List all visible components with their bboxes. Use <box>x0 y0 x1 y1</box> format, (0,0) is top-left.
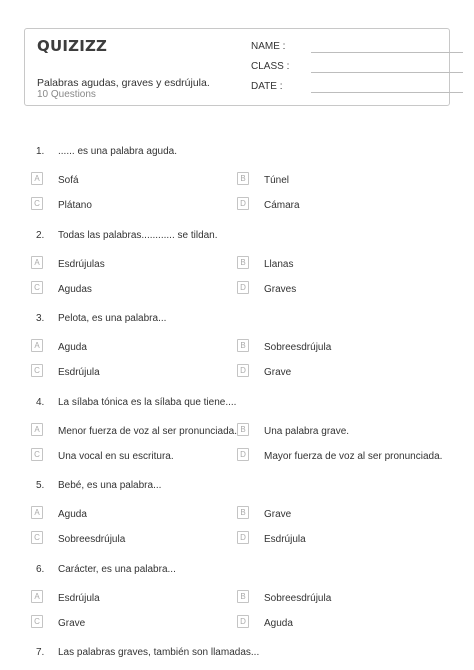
option-text: Graves <box>264 283 297 295</box>
date-line <box>311 92 463 93</box>
option-text: Esdrújula <box>58 367 100 378</box>
option-text: Esdrújulas <box>58 258 105 270</box>
name-line <box>311 52 463 53</box>
option-letter-box: B <box>237 423 249 436</box>
option-text: Esdrújula <box>264 534 306 545</box>
option-letter-box: B <box>237 506 249 519</box>
date-field[interactable] <box>251 81 282 92</box>
question-number: 1. <box>36 146 45 157</box>
option-letter-box: B <box>237 256 249 269</box>
question-number: 4. <box>36 396 45 408</box>
option-letter-box: A <box>31 590 43 603</box>
option-letter-box: A <box>31 339 43 352</box>
option-text: Sofá <box>58 175 79 186</box>
option-letter-box: D <box>237 364 249 377</box>
option-text: Llanas <box>264 258 294 270</box>
option-letter-box: D <box>237 531 249 544</box>
option-letter-box: C <box>31 531 43 544</box>
question-text: Carácter, es una palabra... <box>58 563 176 575</box>
option-letter-box: C <box>31 615 43 628</box>
date-label: DATE : <box>251 81 283 92</box>
option-text: Grave <box>58 617 86 629</box>
question-text: La sílaba tónica es la sílaba que tiene.... <box>58 396 237 408</box>
option-text: Túnel <box>264 175 290 186</box>
question-number: 5. <box>36 480 45 491</box>
question-number: 7. <box>36 647 45 658</box>
class-line <box>311 72 463 73</box>
question-text: Todas las palabras............ se tildan. <box>58 229 218 241</box>
worksheet-title: Palabras agudas, graves y esdrújula. <box>37 77 210 89</box>
option-text: Sobreesdrújula <box>264 342 332 353</box>
option-text: Sobreesdrújula <box>58 534 126 545</box>
option-letter-box: B <box>237 590 249 603</box>
option-letter-box: C <box>31 281 43 294</box>
question-number: 6. <box>36 563 45 575</box>
question-number: 2. <box>36 229 45 241</box>
option-text: Aguda <box>58 509 87 520</box>
option-text: Sobreesdrújula <box>264 592 332 604</box>
worksheet-header <box>24 28 450 106</box>
option-text: Aguda <box>58 342 87 353</box>
option-letter-box: B <box>237 339 249 352</box>
option-letter-box: A <box>31 506 43 519</box>
option-letter-box: B <box>237 172 249 185</box>
option-letter-box: A <box>31 423 43 436</box>
option-text: Aguda <box>264 617 293 629</box>
question-count: 10 Questions <box>37 89 96 100</box>
option-text: Grave <box>264 367 292 378</box>
name-label: NAME : <box>251 41 286 52</box>
question-text: Bebé, es una palabra... <box>58 480 162 491</box>
quizizz-logo: QUIZIZZ <box>37 37 108 55</box>
question-text: Las palabras graves, también son llamadas... <box>58 647 260 658</box>
name-field[interactable] <box>251 41 285 52</box>
class-label: CLASS : <box>251 61 290 72</box>
option-letter-box: D <box>237 448 249 461</box>
option-text: Agudas <box>58 283 92 295</box>
option-text: Menor fuerza de voz al ser pronunciada. <box>58 425 237 437</box>
option-letter-box: D <box>237 281 249 294</box>
option-text: Cámara <box>264 200 300 211</box>
option-text: Mayor fuerza de voz al ser pronunciada. <box>264 450 443 462</box>
question-text: ...... es una palabra aguda. <box>58 146 177 157</box>
option-text: Grave <box>264 509 292 520</box>
option-letter-box: D <box>237 615 249 628</box>
class-field[interactable] <box>251 61 289 72</box>
option-letter-box: C <box>31 364 43 377</box>
option-letter-box: C <box>31 448 43 461</box>
question-number: 3. <box>36 313 45 324</box>
option-text: Una palabra grave. <box>264 425 350 437</box>
option-text: Esdrújula <box>58 592 100 604</box>
option-text: Plátano <box>58 200 92 211</box>
question-text: Pelota, es una palabra... <box>58 313 167 324</box>
option-text: Una vocal en su escritura. <box>58 450 174 462</box>
option-letter-box: C <box>31 197 43 210</box>
option-letter-box: A <box>31 256 43 269</box>
option-letter-box: A <box>31 172 43 185</box>
option-letter-box: D <box>237 197 249 210</box>
